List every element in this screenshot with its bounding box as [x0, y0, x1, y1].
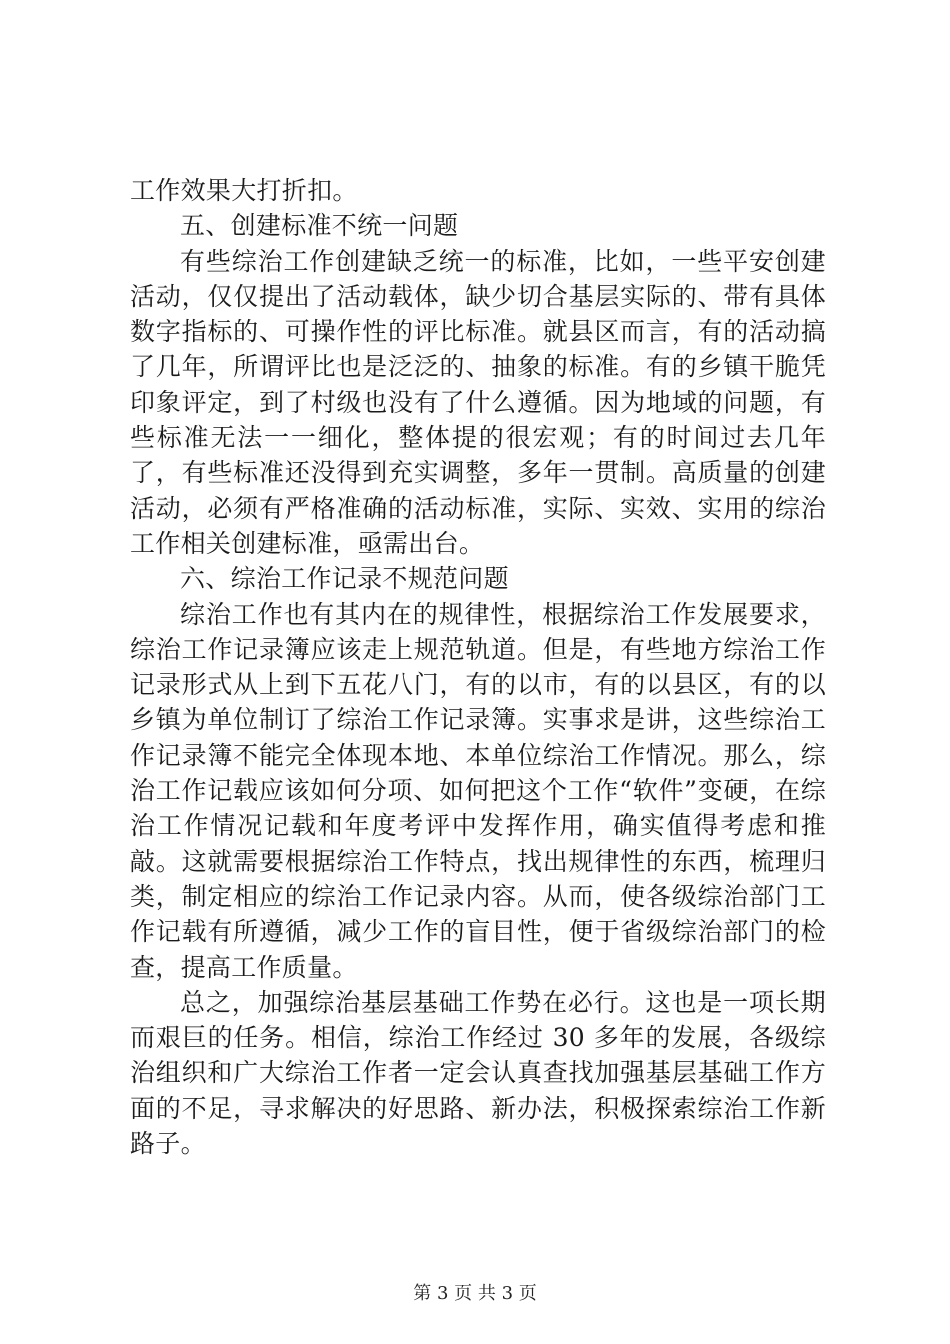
section-heading-5: 五、创建标准不统一问题 [180, 211, 459, 241]
section-heading-6: 六、综治工作记录不规范问题 [180, 564, 509, 594]
paragraph-conclusion: 总之，加强综治基层基础工作势在必行。这也是一项长期而艰巨的任务。相信，综治工作经过 30 多年的发展，各级综治组织和广大综治工作者一定会认真查找加强基层基础工作方面的不足，寻求解决的好思路、新办法，积极探索综治工作新路子。 [130, 987, 826, 1159]
document-body [130, 173, 826, 1161]
page-footer: 第 3 页 共 3 页 [413, 1283, 537, 1304]
paragraph-records: 综治工作也有其内在的规律性，根据综治工作发展要求，综治工作记录簿应该走上规范轨道。但是，有些地方综治工作记录形式从上到下五花八门，有的以市，有的以县区，有的以乡镇为单位制订了综治工作记录簿。实事求是讲，这些综治工作记录簿不能完全体现本地、本单位综治工作情况。那么，综治工作记载应该如何分项、如何把这个工作“软件”变硬，在综治工作情况记载和年度考评中发挥作用，确实值得考虑和推敲。这就需要根据综治工作特点，找出规律性的东西，梳理归类，制定相应的综治工作记录内容。从而，使各级综治部门工作记载有所遵循，减少工作的盲目性，便于省级综治部门的检查，提高工作质量。 [130, 599, 826, 982]
paragraph-standards: 有些综治工作创建缺乏统一的标准，比如，一些平安创建活动，仅仅提出了活动载体，缺少切合基层实际的、带有具体数字指标的、可操作性的评比标准。就县区而言，有的活动搞了几年，所谓评比也是泛泛的、抽象的标准。有的乡镇干脆凭印象评定，到了村级也没有了什么遵循。因为地域的问题，有些标准无法一一细化，整体提的很宏观；有的时间过去几年了，有些标准还没得到充实调整，多年一贯制。高质量的创建活动，必须有严格准确的活动标准，实际、实效、实用的综治工作相关创建标准，亟需出台。 [130, 246, 826, 558]
paragraph-continuation: 工作效果大打折扣。 [130, 176, 358, 205]
